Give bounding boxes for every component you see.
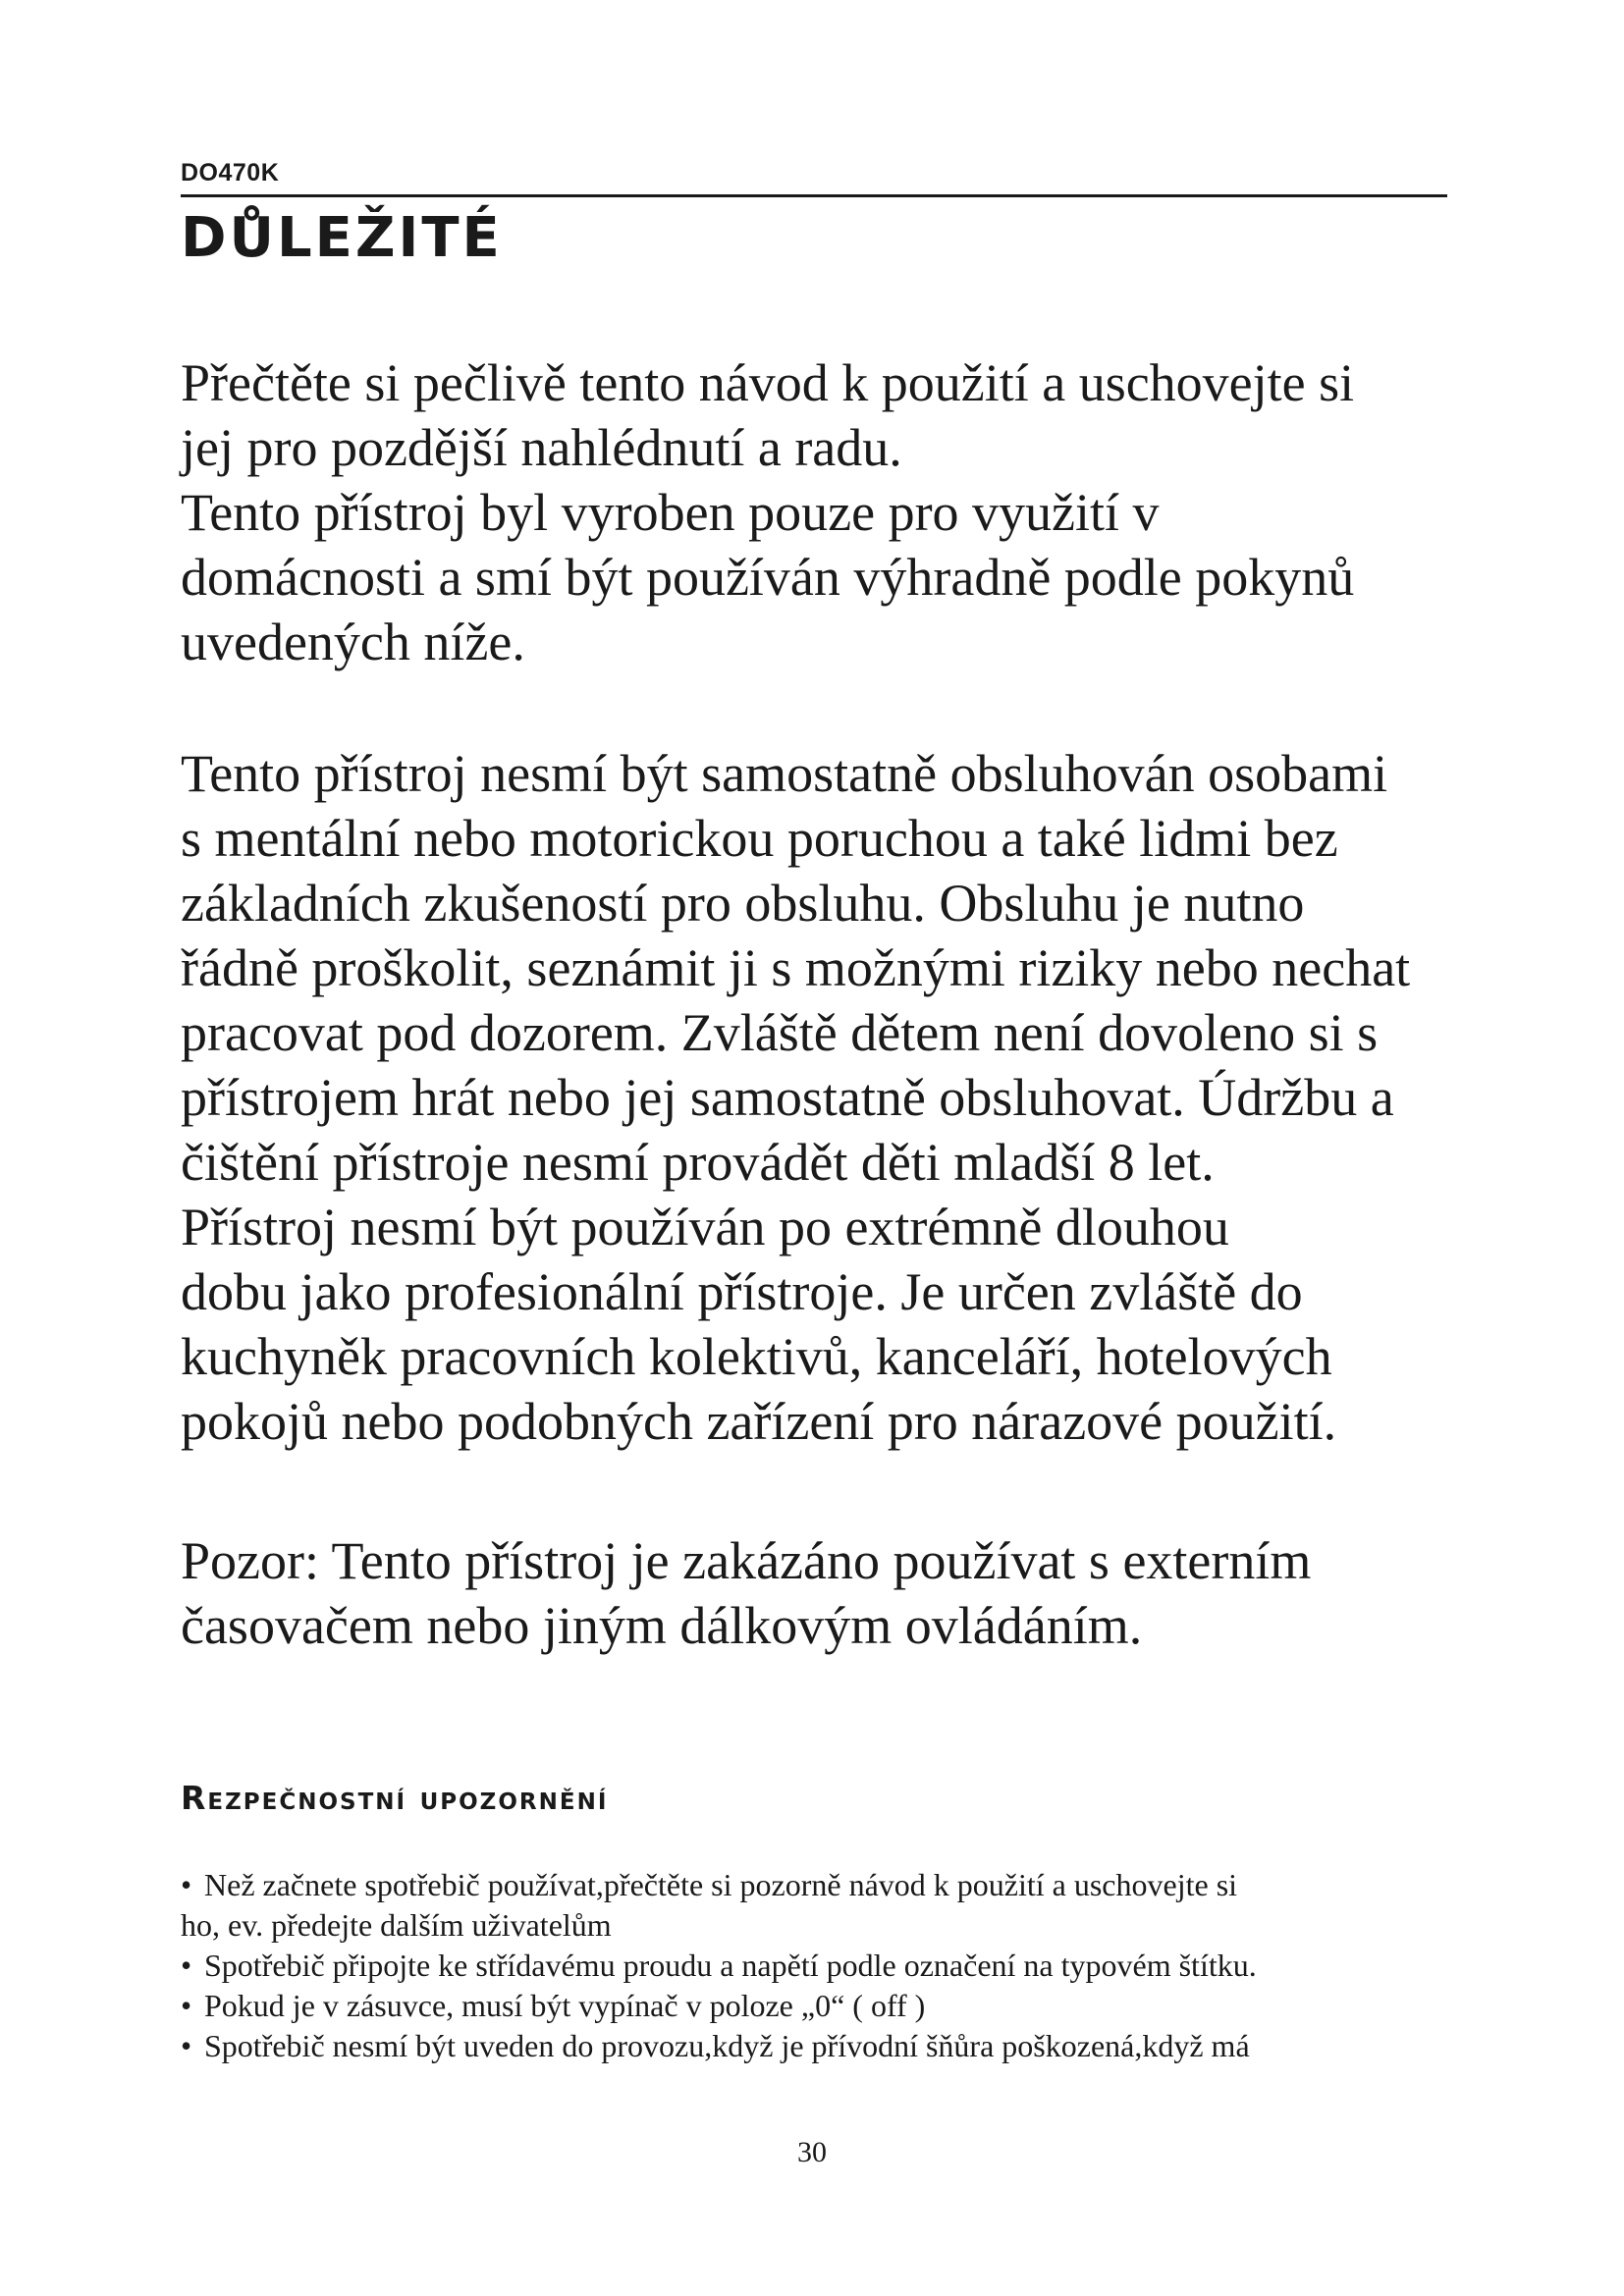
list-item (181, 2026, 1457, 2066)
list-item (181, 1865, 1457, 1946)
intro-paragraph-2 (181, 741, 1477, 1454)
text-line: Tento přístroj nesmí být samostatně obsluhován osobami (181, 744, 1388, 803)
list-item-text: Pokud je v zásuvce, musí být vypínač v poloze „0“ ( off ) (204, 1988, 926, 2023)
text-line: s mentální nebo motorickou poruchou a také lidmi bez (181, 809, 1338, 868)
warning-paragraph (181, 1528, 1477, 1658)
text-line: jej pro pozdější nahlédnutí a radu. (181, 418, 902, 477)
list-item (181, 1946, 1457, 1986)
bullet-icon: • (181, 1867, 192, 1902)
safety-list (181, 1865, 1457, 2066)
text-line: kuchyněk pracovních kolektivů, kanceláří, hotelových (181, 1327, 1332, 1386)
text-line: dobu jako profesionální přístroje. Je určen zvláště do (181, 1262, 1303, 1321)
text-line: uvedených níže. (181, 613, 525, 671)
page-number: 30 (797, 2136, 827, 2168)
list-item-text: Spotřebič nesmí být uveden do provozu,když je přívodní šňůra poškozená,když má (204, 2028, 1250, 2063)
text-line: domácnosti a smí být používán výhradně podle pokynů (181, 548, 1355, 607)
bullet-icon: • (181, 1948, 192, 1983)
text-line: Přečtěte si pečlivě tento návod k použití a uschovejte si (181, 353, 1355, 412)
list-item (181, 1986, 1457, 2026)
list-item-text: Spotřebič připojte ke střídavému proudu a napětí podle označení na typovém štítku. (204, 1948, 1257, 1983)
text-line: časovačem nebo jiným dálkovým ovládáním. (181, 1596, 1143, 1655)
text-line: Přístroj nesmí být používán po extrémně dlouhou (181, 1198, 1229, 1256)
page-title: DŮLEŽITÉ (181, 206, 503, 270)
text-line: pracovat pod dozorem. Zvláště dětem není dovoleno si s (181, 1003, 1379, 1062)
intro-paragraph-1 (181, 350, 1477, 674)
text-line: řádně proškolit, seznámit ji s možnými riziky nebo nechat (181, 938, 1411, 997)
text-line: čištění přístroje nesmí provádět děti mladší 8 let. (181, 1133, 1215, 1192)
bullet-icon: • (181, 1988, 192, 2023)
section-heading: Rezpečnostní upozornění (181, 1779, 609, 1817)
header-rule (181, 194, 1447, 197)
text-line: pokojů nebo podobných zařízení pro nárazové použití. (181, 1392, 1337, 1451)
text-line: Pozor: Tento přístroj je zakázáno používat s externím (181, 1531, 1312, 1590)
text-line: přístrojem hrát nebo jej samostatně obsluhovat. Údržbu a (181, 1068, 1394, 1127)
list-item-text: Než začnete spotřebič používat,přečtěte si pozorně návod k použití a uschovejte si (204, 1867, 1238, 1902)
text-line: základních zkušeností pro obsluhu. Obsluhu je nutno (181, 874, 1305, 933)
bullet-icon: • (181, 2028, 192, 2063)
list-item-text-continued: ho, ev. předejte dalším uživatelům (181, 1907, 612, 1943)
model-code: DO470K (181, 159, 280, 187)
text-line: Tento přístroj byl vyroben pouze pro využití v (181, 483, 1160, 542)
